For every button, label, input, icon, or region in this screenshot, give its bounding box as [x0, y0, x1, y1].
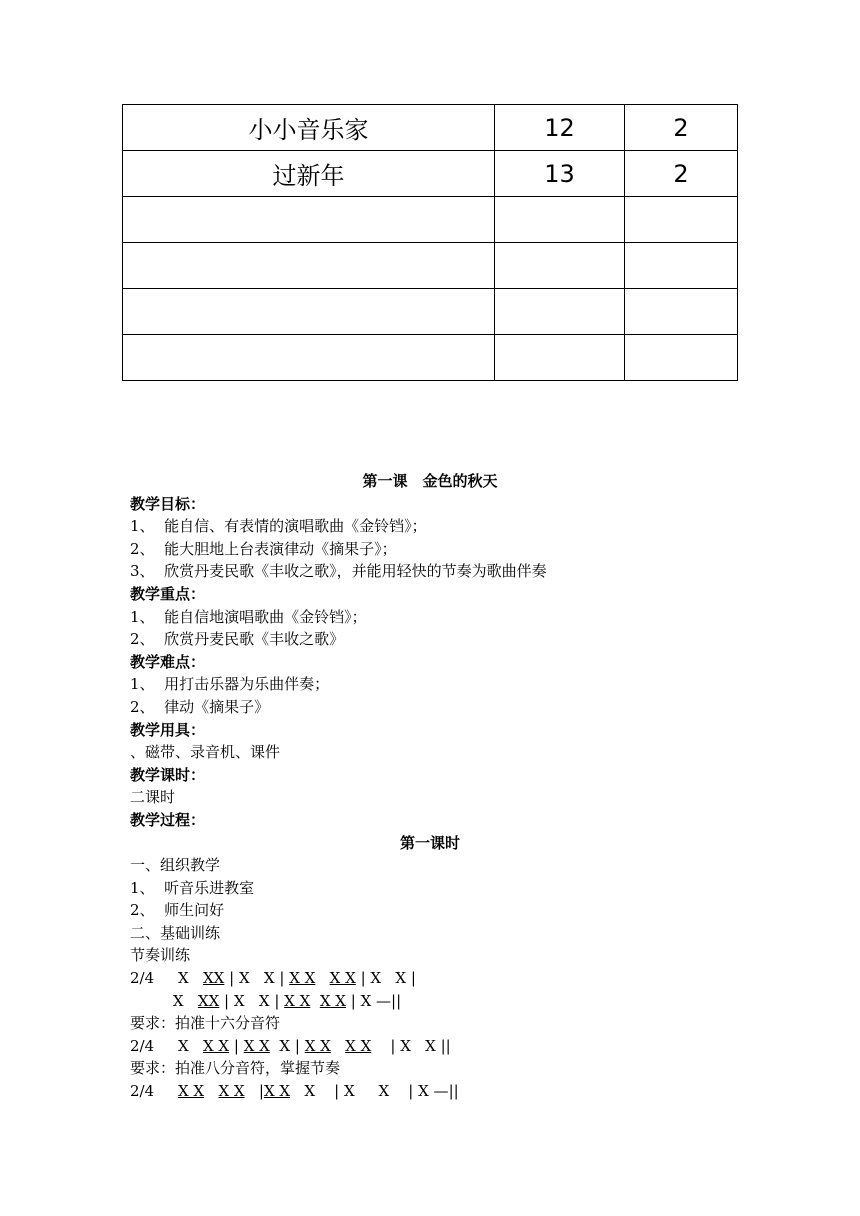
rhythm-line-2: X XX | X X | X X X X | X —||	[172, 991, 402, 1010]
time-signature: 2/4	[130, 1036, 155, 1055]
table-row	[123, 289, 738, 335]
goal-item: 1、 能自信、有表情的演唱歌曲《金铃铛》；	[130, 517, 427, 536]
rhythm-note: X	[177, 1036, 189, 1055]
empty-cell	[123, 197, 495, 243]
goal-item: 3、 欣赏丹麦民歌《丰收之歌》，并能用轻快的节奏为歌曲伴奏	[130, 562, 547, 581]
rhythm-note: X —	[418, 1082, 449, 1101]
rhythm-note: X —	[360, 991, 392, 1010]
lesson-hours-cell: 2	[625, 151, 738, 197]
process-line: 2、 师生问好	[130, 901, 225, 920]
rhythm-note: XX	[202, 969, 225, 988]
table-row	[123, 151, 738, 197]
session-title: 第一课时	[399, 833, 460, 852]
empty-cell	[625, 335, 738, 381]
lesson-name-cell: 小小音乐家	[123, 105, 495, 151]
rhythm-note: X X	[263, 1082, 291, 1101]
table-row	[123, 335, 738, 381]
rhythm-note: X X	[400, 1036, 436, 1055]
rhythm-note: X	[279, 1036, 291, 1055]
lesson-title: 第一课 金色的秋天	[362, 472, 498, 490]
empty-cell	[625, 243, 738, 289]
rhythm-note: X X	[233, 991, 270, 1010]
rhythm-note: X X	[345, 1036, 372, 1055]
time-signature: 2/4	[130, 1082, 155, 1101]
difficulty-item: 1、 用打击乐器为乐曲伴奏；	[130, 675, 330, 694]
lesson-plan	[130, 470, 730, 1103]
lesson-schedule-table	[122, 104, 738, 381]
table-row	[123, 197, 738, 243]
key-point-item: 1、 能自信地演唱歌曲《金铃铛》；	[130, 607, 367, 626]
rhythm-note: X	[177, 969, 189, 988]
rhythm-note: X X	[319, 991, 346, 1010]
process-line: 1、 听音乐进教室	[130, 878, 255, 897]
rhythm-note: X X	[370, 969, 407, 988]
key-point-item: 2、 欣赏丹麦民歌《丰收之歌》	[130, 630, 345, 649]
rhythm-note: X X	[243, 1036, 270, 1055]
lesson-number-cell: 13	[495, 151, 625, 197]
table-row	[123, 105, 738, 151]
rhythm-note: X X	[284, 991, 311, 1010]
requirement-line: 要求：拍准八分音符，掌握节奏	[130, 1059, 341, 1078]
tools-heading: 教学用具：	[130, 720, 206, 739]
process-line: 一、组织教学	[130, 856, 221, 875]
goal-item: 2、 能大胆地上台表演律动《摘果子》；	[130, 539, 397, 558]
goals-heading: 教学目标：	[130, 494, 206, 513]
table-row	[123, 243, 738, 289]
process-line: 节奏训练	[130, 946, 191, 965]
rhythm-line-4: 2/4 X X X X |X X X | X X | X —||	[130, 1082, 459, 1101]
rhythm-line-3: 2/4 X X X | X X X | X X X X | X X ||	[130, 1036, 451, 1055]
rhythm-note: X X	[289, 969, 316, 988]
empty-cell	[625, 289, 738, 335]
empty-cell	[495, 243, 625, 289]
requirement-line: 要求：拍准十六分音符	[130, 1014, 281, 1033]
difficulties-heading: 教学难点：	[130, 652, 206, 671]
lesson-hours-cell: 2	[625, 105, 738, 151]
rhythm-note: X X	[218, 1082, 245, 1101]
hours-text: 二课时	[130, 788, 176, 807]
rhythm-note: X X	[304, 1036, 331, 1055]
rhythm-note: X	[172, 991, 184, 1010]
time-signature: 2/4	[130, 969, 155, 988]
empty-cell	[495, 335, 625, 381]
empty-cell	[123, 335, 495, 381]
rhythm-note: X X	[202, 1036, 230, 1055]
rhythm-note: X	[304, 1082, 316, 1101]
rhythm-note: X X	[329, 969, 356, 988]
process-heading: 教学过程：	[130, 810, 206, 829]
tools-text: 、磁带、录音机、课件	[130, 743, 281, 762]
rhythm-note: X	[378, 1082, 390, 1101]
empty-cell	[123, 289, 495, 335]
rhythm-note: X X	[238, 969, 275, 988]
rhythm-note: XX	[197, 991, 220, 1010]
key-points-heading: 教学重点：	[130, 584, 206, 603]
lesson-name-cell: 过新年	[123, 151, 495, 197]
hours-heading: 教学课时：	[130, 765, 206, 784]
rhythm-note: X	[343, 1082, 355, 1101]
empty-cell	[495, 289, 625, 335]
empty-cell	[495, 197, 625, 243]
process-line: 二、基础训练	[130, 923, 221, 942]
empty-cell	[123, 243, 495, 289]
lesson-number-cell: 12	[495, 105, 625, 151]
empty-cell	[625, 197, 738, 243]
rhythm-line-1: 2/4 X XX | X X | X X X X | X X |	[130, 969, 416, 988]
difficulty-item: 2、 律动《摘果子》	[130, 697, 270, 716]
rhythm-note: X X	[177, 1082, 205, 1101]
